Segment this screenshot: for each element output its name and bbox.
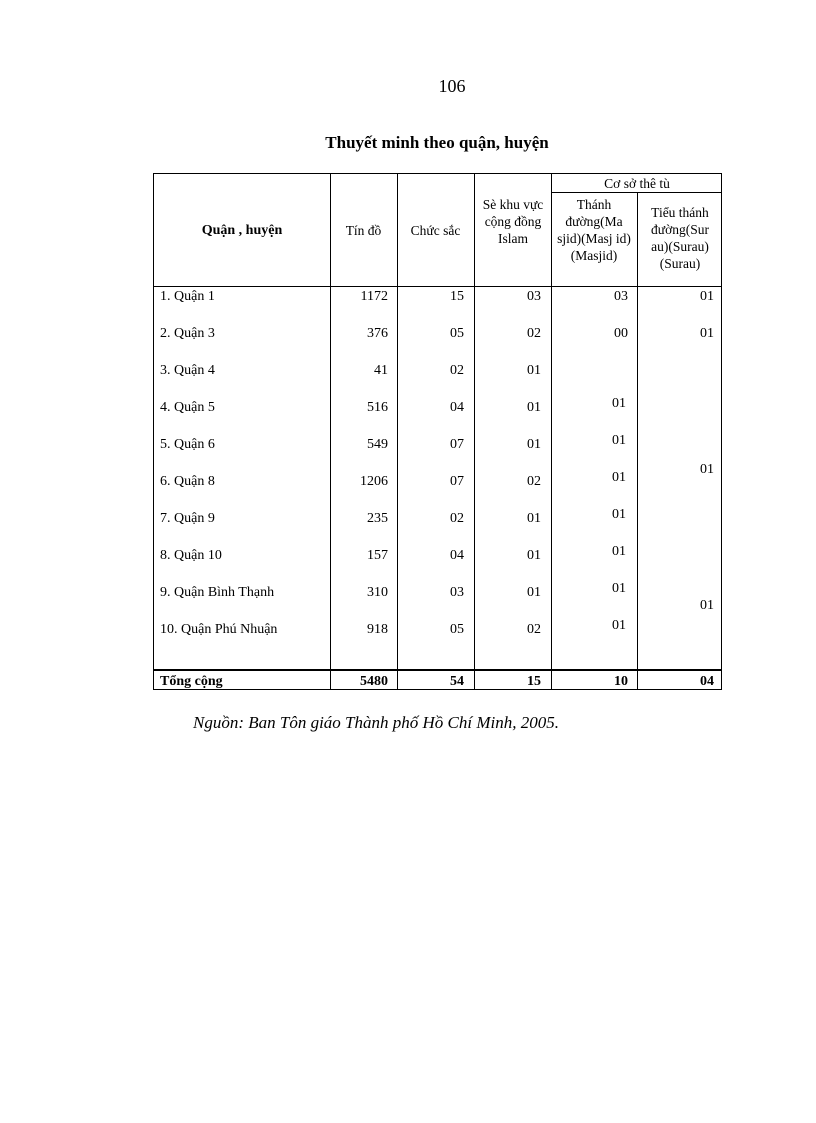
row-2-communities: 02 <box>527 326 541 341</box>
row-6-mosques: 01 <box>612 470 626 485</box>
row-5-district: 5. Quận 6 <box>160 437 215 452</box>
row-9-mosques: 01 <box>612 581 626 596</box>
row-2-district: 2. Quận 3 <box>160 326 215 341</box>
total-mosques: 10 <box>614 674 628 689</box>
row-9-district: 9. Quận Bình Thạnh <box>160 585 275 600</box>
row-8-believers: 157 <box>367 548 388 563</box>
row-5-mosques: 01 <box>612 433 626 448</box>
total-clergy: 54 <box>450 674 464 689</box>
row-8-communities: 01 <box>527 548 541 563</box>
table-title: Thuyết minh theo quận, huyện <box>325 133 549 152</box>
row-3-communities: 01 <box>527 363 541 378</box>
row-3-clergy: 02 <box>450 363 464 378</box>
column-divider <box>397 174 398 689</box>
row-3-district: 3. Quận 4 <box>160 363 215 378</box>
column-divider <box>330 174 331 689</box>
row-1-believers: 1172 <box>360 289 388 304</box>
row-7-clergy: 02 <box>450 511 464 526</box>
source-note: Nguồn: Ban Tôn giáo Thành phố Hồ Chí Minh, 2005. <box>193 713 559 732</box>
column-divider <box>474 174 475 689</box>
row-6-clergy: 07 <box>450 474 464 489</box>
header-divider <box>154 286 721 287</box>
row-7-mosques: 01 <box>612 507 626 522</box>
total-communities: 15 <box>527 674 541 689</box>
row-2-surau: 01 <box>700 326 714 341</box>
row-1-mosques: 03 <box>614 289 628 304</box>
header-believers: Tín đồ <box>345 223 382 238</box>
column-divider <box>551 174 552 689</box>
row-6-district: 6. Quận 8 <box>160 474 215 489</box>
row-10-clergy: 05 <box>450 622 464 637</box>
row-2-mosques: 00 <box>614 326 628 341</box>
header-communities: Sè khu vực cộng đồng Islam <box>482 197 544 246</box>
row-10-believers: 918 <box>367 622 388 637</box>
total-believers: 5480 <box>360 674 388 689</box>
row-7-district: 7. Quận 9 <box>160 511 215 526</box>
row-5-communities: 01 <box>527 437 541 452</box>
row-4-mosques: 01 <box>612 396 626 411</box>
district-table <box>153 173 722 690</box>
row-2-clergy: 05 <box>450 326 464 341</box>
row-1-clergy: 15 <box>450 289 464 304</box>
row-1-communities: 03 <box>527 289 541 304</box>
row-1-district: 1. Quận 1 <box>160 289 215 304</box>
total-label: Tổng cộng <box>160 674 223 689</box>
row-9-clergy: 03 <box>450 585 464 600</box>
row-8-mosques: 01 <box>612 544 626 559</box>
row-4-district: 4. Quận 5 <box>160 400 215 415</box>
row-9-surau: 01 <box>700 598 714 613</box>
page-number: 106 <box>438 76 466 96</box>
header-places-group: Cơ sở thê tù <box>604 176 670 191</box>
header-clergy: Chức sắc <box>410 223 461 238</box>
row-6-believers: 1206 <box>360 474 388 489</box>
row-6-surau: 01 <box>700 462 714 477</box>
row-4-communities: 01 <box>527 400 541 415</box>
row-7-believers: 235 <box>367 511 388 526</box>
total-divider <box>154 669 721 671</box>
header-district: Quận , huyện <box>201 223 283 238</box>
header-mosques: Thánh đường(Ma sjid)(Masj id) (Masjid) <box>557 197 631 263</box>
header-surau: Tiểu thánh đường(Sur au)(Surau) (Surau) <box>651 205 709 271</box>
row-2-believers: 376 <box>367 326 388 341</box>
subheader-divider <box>551 192 721 193</box>
row-5-clergy: 07 <box>450 437 464 452</box>
row-3-believers: 41 <box>374 363 388 378</box>
row-9-communities: 01 <box>527 585 541 600</box>
row-4-clergy: 04 <box>450 400 464 415</box>
total-surau: 04 <box>700 674 714 689</box>
row-10-district: 10. Quận Phú Nhuận <box>160 622 278 637</box>
row-8-district: 8. Quận 10 <box>160 548 222 563</box>
column-divider <box>637 192 638 689</box>
row-4-believers: 516 <box>367 400 388 415</box>
row-10-communities: 02 <box>527 622 541 637</box>
row-10-mosques: 01 <box>612 618 626 633</box>
row-8-clergy: 04 <box>450 548 464 563</box>
row-5-believers: 549 <box>367 437 388 452</box>
row-7-communities: 01 <box>527 511 541 526</box>
row-1-surau: 01 <box>700 289 714 304</box>
row-9-believers: 310 <box>367 585 388 600</box>
row-6-communities: 02 <box>527 474 541 489</box>
